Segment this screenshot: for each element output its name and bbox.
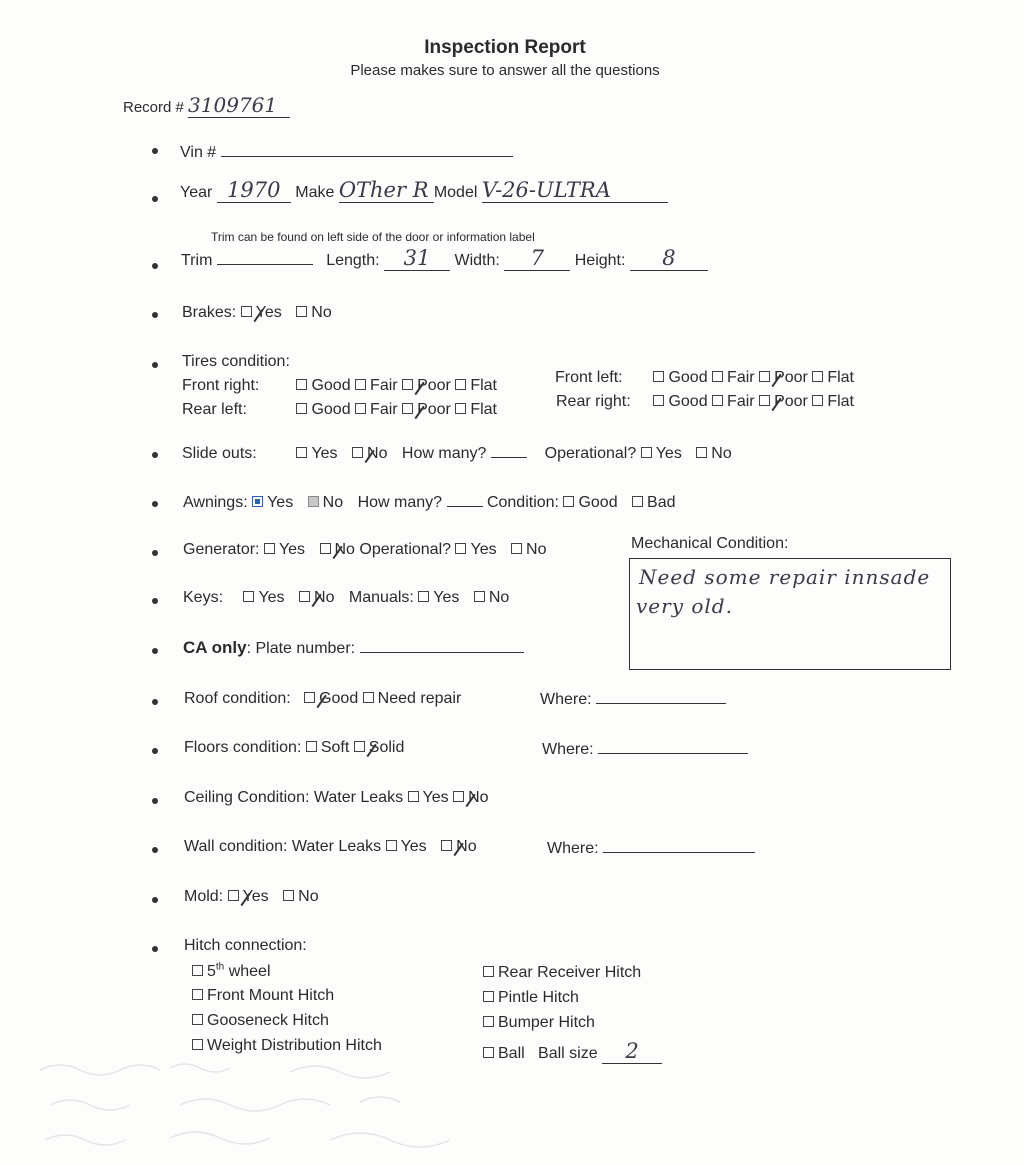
mechanical-notes-box[interactable] bbox=[629, 558, 951, 670]
tire-rear-left-row bbox=[182, 401, 497, 419]
awnings-good-label: Good bbox=[578, 494, 618, 511]
bullet bbox=[152, 847, 158, 853]
hitch-bumper-row bbox=[483, 1014, 595, 1032]
awnings-yes-label: Yes bbox=[267, 494, 294, 511]
tires-title: Tires condition: bbox=[182, 353, 290, 370]
roof-where-label: Where: bbox=[540, 691, 592, 708]
wall-where-row bbox=[547, 838, 755, 858]
roof-need-repair-label: Need repair bbox=[377, 690, 462, 707]
ceiling-no-label: No bbox=[468, 789, 489, 806]
record-number-field[interactable]: 3109761 bbox=[188, 93, 290, 118]
generator-op-yes-checkbox[interactable] bbox=[455, 543, 466, 554]
floors-soft-checkbox[interactable] bbox=[306, 741, 317, 752]
brakes-yes-label: Yes bbox=[255, 304, 282, 321]
bullet bbox=[152, 452, 158, 458]
manuals-no-checkbox[interactable] bbox=[474, 591, 485, 602]
width-label: Width: bbox=[454, 252, 500, 269]
hitch-bumper-label: Bumper Hitch bbox=[498, 1014, 595, 1031]
hitch-pintle-row bbox=[483, 989, 579, 1007]
tire-fl-poor-label: Poor bbox=[774, 369, 808, 386]
awnings-yes-checkbox[interactable] bbox=[252, 496, 263, 507]
mold-row bbox=[184, 888, 319, 906]
model-field[interactable]: V-26-ULTRA bbox=[482, 178, 668, 203]
slide-outs-no-label: No bbox=[367, 445, 388, 462]
tire-rl-poor-checkbox[interactable] bbox=[402, 403, 413, 414]
roof-label: Roof condition: bbox=[184, 690, 291, 707]
hitch-gooseneck-checkbox[interactable] bbox=[192, 1014, 203, 1025]
awnings-condition-label: Condition: bbox=[486, 494, 559, 511]
mold-yes-checkbox[interactable] bbox=[228, 890, 239, 901]
awnings-how-many-label: How many? bbox=[357, 494, 443, 511]
generator-operational-label: Operational? bbox=[359, 541, 452, 558]
tire-rr-poor-checkbox[interactable] bbox=[759, 395, 770, 406]
hitch-front-mount-label: Front Mount Hitch bbox=[207, 987, 335, 1004]
width-field[interactable]: 7 bbox=[504, 246, 570, 271]
vin-field[interactable] bbox=[221, 140, 513, 157]
tire-rl-flat-label: Flat bbox=[470, 401, 497, 418]
mold-no-checkbox[interactable] bbox=[283, 890, 294, 901]
slide-outs-how-many-field[interactable] bbox=[491, 443, 527, 458]
awnings-label: Awnings: bbox=[183, 494, 248, 511]
slide-outs-op-no-label: No bbox=[711, 445, 732, 462]
hitch-pintle-checkbox[interactable] bbox=[483, 991, 494, 1002]
hitch-front-mount-row bbox=[192, 987, 334, 1005]
length-field[interactable]: 31 bbox=[384, 246, 450, 271]
generator-yes-label: Yes bbox=[278, 541, 306, 558]
trim-field[interactable] bbox=[217, 244, 313, 265]
tire-front-left-row bbox=[555, 369, 854, 387]
wall-yes-label: Yes bbox=[400, 838, 427, 855]
tire-fr-fair-checkbox[interactable] bbox=[355, 379, 366, 390]
keys-yes-checkbox[interactable] bbox=[243, 591, 254, 602]
floors-soft-label: Soft bbox=[320, 739, 350, 756]
tire-fr-good-checkbox[interactable] bbox=[296, 379, 307, 390]
tire-rl-fair-checkbox[interactable] bbox=[355, 403, 366, 414]
tire-fr-poor-label: Poor bbox=[417, 377, 451, 394]
wall-no-label: No bbox=[456, 838, 477, 855]
height-field[interactable]: 8 bbox=[630, 246, 708, 271]
make-field[interactable]: OTher R bbox=[339, 178, 434, 203]
tire-rl-flat-checkbox[interactable] bbox=[455, 403, 466, 414]
hitch-rear-receiver-checkbox[interactable] bbox=[483, 966, 494, 977]
slide-outs-op-yes-label: Yes bbox=[655, 445, 682, 462]
brakes-row bbox=[182, 304, 332, 322]
ceiling-yes-label: Yes bbox=[422, 789, 449, 806]
tire-rear-right-row bbox=[556, 393, 854, 411]
hitch-5th-wheel-row bbox=[192, 962, 271, 981]
floors-row bbox=[184, 739, 404, 757]
bleed-through-svg bbox=[30, 1050, 590, 1160]
bleed-through-scribble bbox=[30, 1050, 590, 1160]
tire-rl-good-checkbox[interactable] bbox=[296, 403, 307, 414]
bullet bbox=[152, 897, 158, 903]
tire-rl-fair-label: Fair bbox=[370, 401, 398, 418]
tire-rr-fair-checkbox[interactable] bbox=[712, 395, 723, 406]
manuals-label: Manuals: bbox=[348, 589, 414, 606]
bullet bbox=[152, 196, 158, 202]
ceiling-yes-checkbox[interactable] bbox=[408, 791, 419, 802]
awnings-no-checkbox[interactable] bbox=[308, 496, 319, 507]
bullet bbox=[152, 263, 158, 269]
hitch-5th-num: 5 bbox=[207, 963, 216, 981]
ceiling-no-checkbox[interactable] bbox=[453, 791, 464, 802]
tire-rr-poor-label: Poor bbox=[774, 393, 808, 410]
bullet bbox=[152, 312, 158, 318]
wall-label: Wall condition: Water Leaks bbox=[184, 838, 382, 855]
mechanical-line-1: Need some repair innsade bbox=[639, 565, 931, 589]
brakes-no-checkbox[interactable] bbox=[296, 306, 307, 317]
slide-outs-op-no-checkbox[interactable] bbox=[696, 447, 707, 458]
keys-no-label: No bbox=[314, 589, 335, 606]
hitch-5th-wheel-label bbox=[207, 963, 271, 980]
generator-row bbox=[183, 541, 547, 559]
mold-yes-label: Yes bbox=[242, 888, 269, 905]
tire-rl-good-label: Good bbox=[311, 401, 351, 418]
length-label: Length: bbox=[326, 252, 380, 269]
hitch-title: Hitch connection: bbox=[184, 937, 307, 954]
wall-yes-checkbox[interactable] bbox=[386, 840, 397, 851]
floors-solid-label: Solid bbox=[368, 739, 405, 756]
roof-good-checkbox[interactable] bbox=[304, 692, 315, 703]
slide-outs-row bbox=[182, 443, 732, 463]
bullet bbox=[152, 648, 158, 654]
brakes-yes-checkbox[interactable] bbox=[241, 306, 252, 317]
height-label: Height: bbox=[574, 252, 626, 269]
tire-fr-flat-label: Flat bbox=[470, 377, 497, 394]
hitch-ball-label: Ball bbox=[498, 1045, 525, 1062]
tire-fl-fair-label: Fair bbox=[727, 369, 755, 386]
model-label: Model bbox=[433, 184, 478, 201]
bullet bbox=[152, 148, 158, 154]
slide-outs-yes-checkbox[interactable] bbox=[296, 447, 307, 458]
wall-where-label: Where: bbox=[547, 840, 599, 857]
hitch-5th-rest: wheel bbox=[224, 963, 271, 981]
floors-where-row bbox=[542, 739, 748, 759]
trim-note: Trim can be found on left side of the door or information label bbox=[211, 230, 535, 244]
ball-size-field[interactable]: 2 bbox=[602, 1039, 662, 1064]
keys-label: Keys: bbox=[183, 589, 224, 606]
tire-front-right-label: Front right: bbox=[182, 377, 260, 394]
tire-rl-poor-label: Poor bbox=[417, 401, 451, 418]
plate-number-field[interactable] bbox=[360, 638, 524, 653]
hitch-gooseneck-row bbox=[192, 1012, 329, 1030]
floors-where-field[interactable] bbox=[598, 739, 748, 754]
bullet bbox=[152, 699, 158, 705]
awnings-bad-label: Bad bbox=[647, 494, 676, 511]
mechanical-line-2: very old. bbox=[636, 594, 733, 618]
awnings-how-many-field[interactable] bbox=[447, 492, 483, 507]
slide-outs-op-yes-checkbox[interactable] bbox=[641, 447, 652, 458]
bullet bbox=[152, 798, 158, 804]
make-label: Make bbox=[295, 184, 335, 201]
brakes-label: Brakes: bbox=[182, 304, 237, 321]
floors-label: Floors condition: bbox=[184, 739, 302, 756]
hitch-pintle-label: Pintle Hitch bbox=[498, 989, 579, 1006]
hitch-rear-receiver-label: Rear Receiver Hitch bbox=[498, 964, 642, 981]
manuals-yes-label: Yes bbox=[433, 589, 460, 606]
generator-yes-checkbox[interactable] bbox=[264, 543, 275, 554]
tire-fl-fair-checkbox[interactable] bbox=[712, 371, 723, 382]
ca-only-label: CA only bbox=[183, 638, 247, 657]
record-label: Record # bbox=[123, 99, 184, 116]
hitch-front-mount-checkbox[interactable] bbox=[192, 989, 203, 1000]
bullet bbox=[152, 501, 158, 507]
plate-number-label: : Plate number: bbox=[246, 640, 356, 657]
awnings-no-label: No bbox=[322, 494, 344, 511]
keys-row bbox=[183, 589, 509, 607]
vehicle-row bbox=[180, 178, 668, 203]
wall-row bbox=[184, 838, 477, 856]
ca-plate-row bbox=[183, 638, 524, 658]
bullet bbox=[152, 362, 158, 368]
generator-op-no-label: No bbox=[526, 541, 547, 558]
page-subtitle: Please makes sure to answer all the questions bbox=[350, 62, 660, 79]
mold-label: Mold: bbox=[184, 888, 224, 905]
tire-front-right-row bbox=[182, 377, 497, 395]
brakes-no-label: No bbox=[311, 304, 332, 321]
bullet bbox=[152, 946, 158, 952]
tire-fl-poor-checkbox[interactable] bbox=[759, 371, 770, 382]
generator-label: Generator: bbox=[183, 541, 260, 558]
tire-fl-flat-label: Flat bbox=[827, 369, 854, 386]
floors-where-label: Where: bbox=[542, 741, 594, 758]
slide-outs-how-many-label: How many? bbox=[401, 445, 487, 462]
generator-op-no-checkbox[interactable] bbox=[511, 543, 522, 554]
wall-no-checkbox[interactable] bbox=[441, 840, 452, 851]
tire-fr-good-label: Good bbox=[311, 377, 351, 394]
roof-where-row bbox=[540, 689, 726, 709]
tire-rr-good-checkbox[interactable] bbox=[653, 395, 664, 406]
manuals-yes-checkbox[interactable] bbox=[418, 591, 429, 602]
hitch-5th-sup: th bbox=[215, 962, 225, 973]
floors-solid-checkbox[interactable] bbox=[354, 741, 365, 752]
awnings-good-checkbox[interactable] bbox=[563, 496, 574, 507]
wall-where-field[interactable] bbox=[603, 838, 755, 853]
hitch-rear-receiver-row bbox=[483, 964, 641, 982]
manuals-no-label: No bbox=[488, 589, 510, 606]
ceiling-label: Ceiling Condition: Water Leaks bbox=[184, 789, 404, 806]
bullet bbox=[152, 550, 158, 556]
slide-outs-yes-label: Yes bbox=[311, 445, 338, 462]
bullet bbox=[152, 748, 158, 754]
trim-label: Trim bbox=[181, 252, 213, 269]
slide-outs-no-checkbox[interactable] bbox=[352, 447, 363, 458]
tire-rear-right-label: Rear right: bbox=[556, 393, 631, 410]
page-title: Inspection Report bbox=[424, 37, 586, 58]
keys-no-checkbox[interactable] bbox=[299, 591, 310, 602]
mechanical-title: Mechanical Condition: bbox=[631, 535, 789, 552]
bullet bbox=[152, 598, 158, 604]
tire-fr-poor-checkbox[interactable] bbox=[402, 379, 413, 390]
generator-no-checkbox[interactable] bbox=[320, 543, 331, 554]
vin-row bbox=[180, 140, 513, 162]
awnings-bad-checkbox[interactable] bbox=[632, 496, 643, 507]
hitch-weight-dist-label: Weight Distribution Hitch bbox=[207, 1037, 382, 1054]
tire-rr-fair-label: Fair bbox=[727, 393, 755, 410]
awnings-row bbox=[183, 492, 676, 512]
roof-good-label: Good bbox=[319, 690, 359, 707]
slide-outs-operational-label: Operational? bbox=[544, 445, 637, 462]
tire-front-left-label: Front left: bbox=[555, 369, 623, 386]
hitch-bumper-checkbox[interactable] bbox=[483, 1016, 494, 1027]
year-field[interactable]: 1970 bbox=[217, 178, 291, 203]
record-row bbox=[123, 93, 290, 118]
hitch-weight-dist-checkbox[interactable] bbox=[192, 1039, 203, 1050]
vin-label: Vin # bbox=[180, 144, 217, 161]
year-label: Year bbox=[180, 184, 213, 201]
mold-no-label: No bbox=[298, 888, 319, 905]
tire-rr-flat-label: Flat bbox=[827, 393, 854, 410]
ceiling-row bbox=[184, 789, 489, 807]
dimensions-row bbox=[181, 244, 708, 271]
tire-rear-left-label: Rear left: bbox=[182, 401, 247, 418]
tire-fl-flat-checkbox[interactable] bbox=[812, 371, 823, 382]
roof-where-field[interactable] bbox=[596, 689, 726, 704]
tire-fl-good-label: Good bbox=[668, 369, 708, 386]
ball-size-label: Ball size bbox=[538, 1045, 598, 1062]
tire-fr-flat-checkbox[interactable] bbox=[455, 379, 466, 390]
tire-fr-fair-label: Fair bbox=[370, 377, 398, 394]
hitch-5th-wheel-checkbox[interactable] bbox=[192, 965, 203, 976]
tire-rr-good-label: Good bbox=[668, 393, 708, 410]
slide-outs-label: Slide outs: bbox=[182, 445, 257, 462]
roof-need-repair-checkbox[interactable] bbox=[363, 692, 374, 703]
hitch-gooseneck-label: Gooseneck Hitch bbox=[207, 1012, 329, 1029]
tire-rr-flat-checkbox[interactable] bbox=[812, 395, 823, 406]
generator-no-label: No bbox=[334, 541, 355, 558]
tire-fl-good-checkbox[interactable] bbox=[653, 371, 664, 382]
keys-yes-label: Yes bbox=[258, 589, 285, 606]
roof-row bbox=[184, 690, 461, 708]
generator-op-yes-label: Yes bbox=[470, 541, 497, 558]
